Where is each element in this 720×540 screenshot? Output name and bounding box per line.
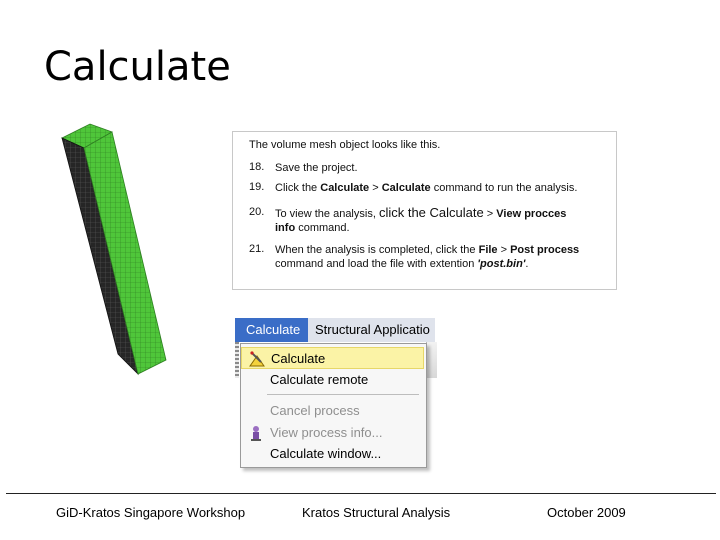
menu-separator: [267, 394, 419, 395]
step-text: When the analysis is completed, click the File > Post process command and load the file with extention 'post.bin'.: [275, 244, 580, 270]
menu-item-calculate-remote[interactable]: Calculate remote: [270, 372, 369, 387]
process-info-icon: [247, 425, 265, 441]
footer-right: October 2009: [547, 505, 626, 520]
menu-item-calculate-window[interactable]: Calculate window...: [270, 446, 382, 461]
menu-item-view-process-info[interactable]: View process info...: [241, 422, 424, 444]
step-number: 21.: [249, 243, 265, 255]
calculate-dropdown-menu: [240, 343, 427, 468]
menu-item-calculate[interactable]: Calculate: [241, 347, 424, 369]
volume-mesh-image: [60, 122, 170, 382]
footer-left: GiD-Kratos Singapore Workshop: [56, 505, 246, 520]
instruction-intro: The volume mesh object looks like this.: [249, 139, 441, 151]
step-number: 20.: [249, 206, 265, 218]
menu-item-cancel-process[interactable]: Cancel process: [270, 403, 360, 418]
footer-divider: [6, 493, 716, 494]
toolbar-fragment: [426, 342, 437, 378]
slide-title: Calculate: [44, 44, 231, 90]
menu-structural-application[interactable]: Structural Applicatio: [315, 322, 430, 337]
toolbar-fragment: [235, 342, 239, 378]
step-text: Click the Calculate > Calculate command to run the analysis.: [275, 182, 578, 194]
menu-calculate[interactable]: Calculate: [235, 318, 308, 342]
step-text: Save the project.: [275, 162, 358, 174]
instruction-panel: [232, 131, 617, 290]
step-number: 19.: [249, 181, 265, 193]
footer-center: Kratos Structural Analysis: [302, 505, 451, 520]
step-text: To view the analysis, click the Calculate > View procces info command.: [275, 205, 567, 234]
calculator-wand-icon: [248, 351, 266, 367]
step-number: 18.: [249, 161, 265, 173]
